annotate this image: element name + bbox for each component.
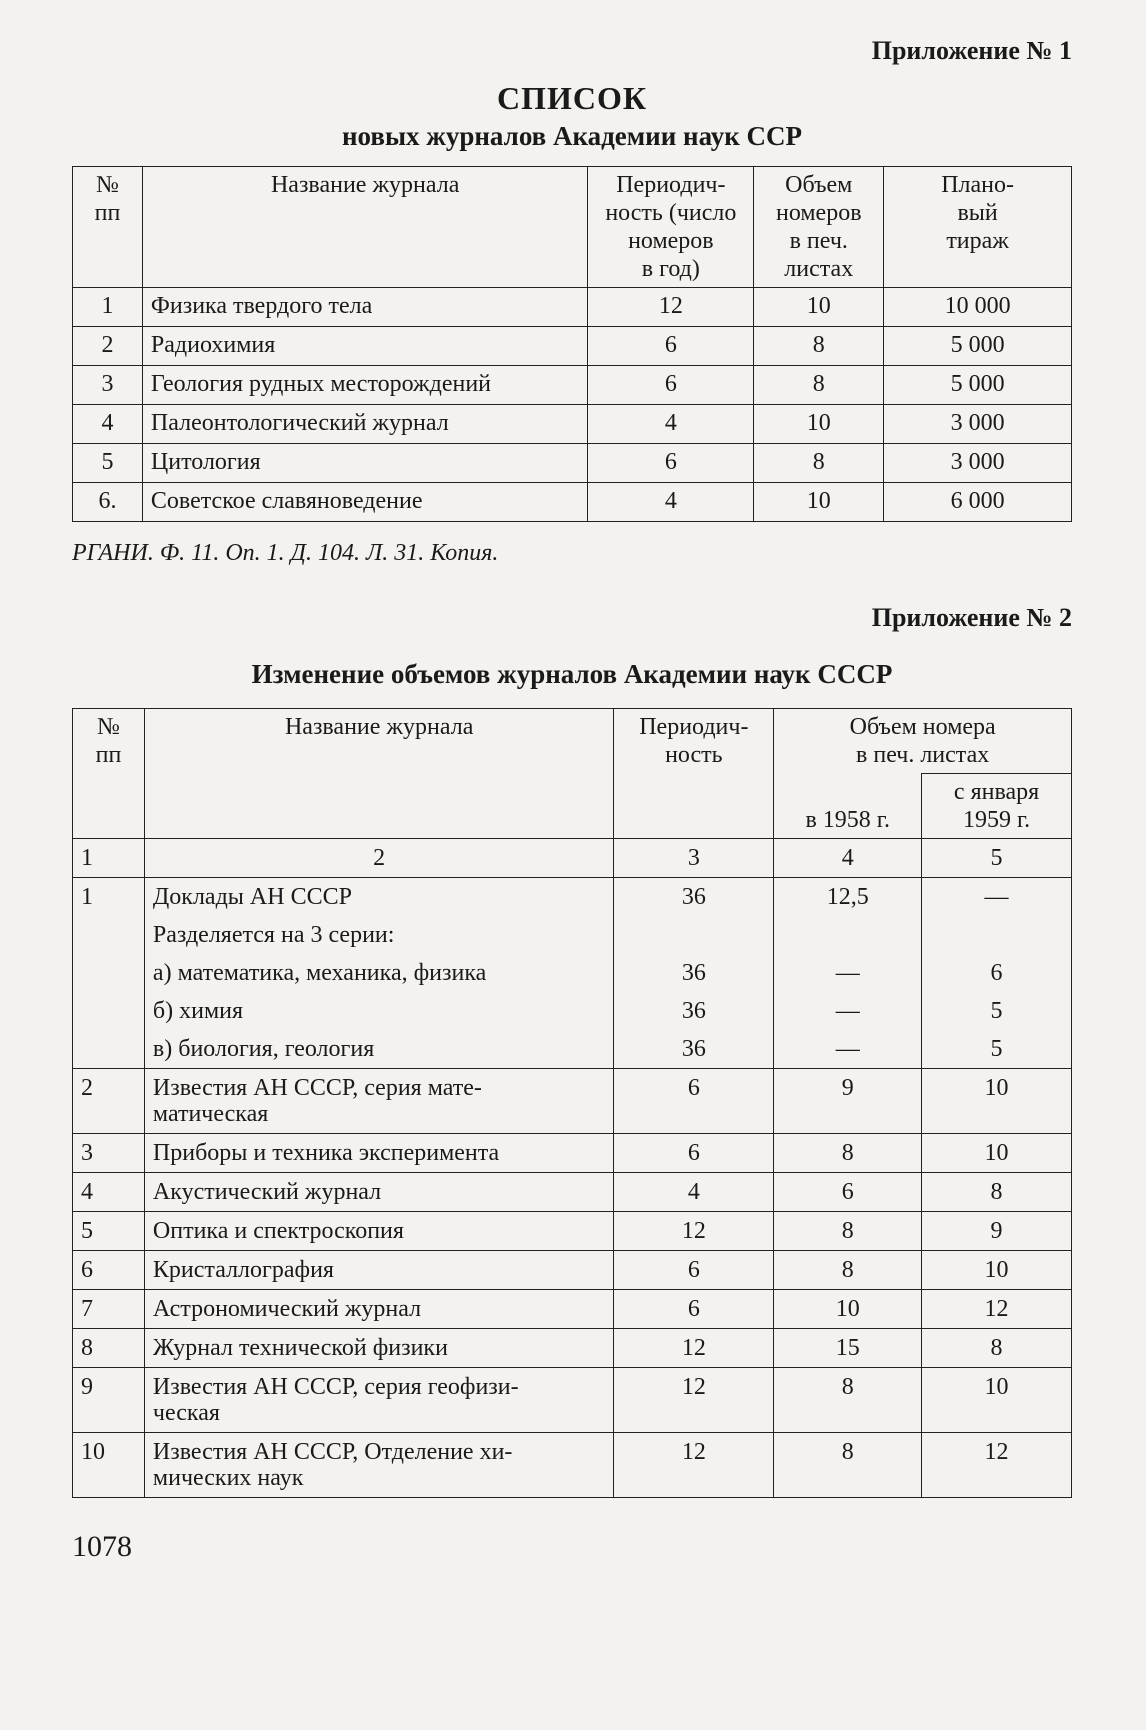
column-number: 1 <box>73 839 145 878</box>
series-vol-1959: 5 <box>922 1030 1072 1069</box>
table-row <box>73 1290 1072 1329</box>
row-name: Советское славяноведение <box>142 483 587 522</box>
row-periodicity: 4 <box>588 483 754 522</box>
row-name: Кристаллография <box>144 1251 613 1290</box>
row-circulation: 6 000 <box>884 483 1072 522</box>
row-name: Доклады АН СССР <box>144 878 613 917</box>
row-circulation: 3 000 <box>884 405 1072 444</box>
table-row <box>73 1368 1072 1433</box>
table-row <box>73 1069 1072 1134</box>
series-name: б) химия <box>144 992 613 1030</box>
row-num: 3 <box>73 1134 145 1173</box>
row-name: Цитология <box>142 444 587 483</box>
row-vol-1958: 15 <box>774 1329 922 1368</box>
row-num: 5 <box>73 444 143 483</box>
table-row <box>73 1433 1072 1498</box>
table-row <box>73 1329 1072 1368</box>
column-number: 4 <box>774 839 922 878</box>
row-volume: 10 <box>754 405 884 444</box>
row-periodicity: 12 <box>614 1329 774 1368</box>
row-num: 4 <box>73 405 143 444</box>
row-num: 6 <box>73 1251 145 1290</box>
row-note: Разделяется на 3 серии: <box>144 916 613 954</box>
row-num: 3 <box>73 366 143 405</box>
row-vol-1959: 12 <box>922 1290 1072 1329</box>
row-vol-1958: 9 <box>774 1069 922 1134</box>
row-periodicity: 12 <box>614 1433 774 1498</box>
row-volume: 10 <box>754 288 884 327</box>
column-number: 5 <box>922 839 1072 878</box>
appendix-1-subtitle: новых журналов Академии наук ССР <box>341 121 802 151</box>
series-vol-1958: — <box>774 992 922 1030</box>
row-circulation: 5 000 <box>884 327 1072 366</box>
row-name: Акустический журнал <box>144 1173 613 1212</box>
row-periodicity: 6 <box>614 1134 774 1173</box>
table-row <box>73 1134 1072 1173</box>
header-volume-1959: с января 1959 г. <box>922 774 1072 839</box>
series-vol-1958: — <box>774 954 922 992</box>
header-volume: Объем номеров в печ. листах <box>754 167 884 288</box>
row-vol-1958: 8 <box>774 1251 922 1290</box>
appendix-1-label: Приложение № 1 <box>871 36 1072 65</box>
row-num: 2 <box>73 1069 145 1134</box>
header-num: № пп <box>73 167 143 288</box>
row-vol-1958: 10 <box>774 1290 922 1329</box>
row-circulation: 10 000 <box>884 288 1072 327</box>
row-num: 7 <box>73 1290 145 1329</box>
row-vol-1958: 6 <box>774 1173 922 1212</box>
row-name: Известия АН СССР, серия мате- матическая <box>144 1069 613 1134</box>
table-row-series <box>73 992 1072 1030</box>
row-name: Физика твердого тела <box>142 288 587 327</box>
row-periodicity: 4 <box>588 405 754 444</box>
row-vol-1958: 12,5 <box>774 878 922 917</box>
row-num: 5 <box>73 1212 145 1251</box>
journals-list-table <box>72 166 1072 522</box>
row-vol-1959: 12 <box>922 1433 1072 1498</box>
row-periodicity: 12 <box>614 1212 774 1251</box>
row-vol-1959: 10 <box>922 1368 1072 1433</box>
table-row-note <box>73 916 1072 954</box>
header-volume-1958: в 1958 г. <box>774 774 922 839</box>
row-num: 8 <box>73 1329 145 1368</box>
header-name: Название журнала <box>142 167 587 288</box>
table-header-row <box>73 167 1072 288</box>
table-row <box>73 1251 1072 1290</box>
column-number: 2 <box>144 839 613 878</box>
row-periodicity: 6 <box>614 1290 774 1329</box>
row-periodicity: 6 <box>588 327 754 366</box>
table-row <box>73 1212 1072 1251</box>
volume-changes-table <box>72 708 1072 1498</box>
row-name: Палеонтологический журнал <box>142 405 587 444</box>
row-vol-1959: 9 <box>922 1212 1072 1251</box>
header-volume: Объем номера в печ. листах <box>774 709 1072 774</box>
row-num: 1 <box>73 878 145 1069</box>
row-periodicity: 12 <box>614 1368 774 1433</box>
appendix-2-label: Приложение № 2 <box>871 603 1072 632</box>
row-num: 9 <box>73 1368 145 1433</box>
header-periodicity: Периодич- ность <box>614 709 774 839</box>
row-vol-1958: 8 <box>774 1368 922 1433</box>
table-row-series <box>73 1030 1072 1069</box>
row-periodicity: 6 <box>614 1251 774 1290</box>
appendix-2 <box>72 603 1072 1498</box>
row-periodicity: 6 <box>588 444 754 483</box>
row-volume: 10 <box>754 483 884 522</box>
table-row <box>73 483 1072 522</box>
series-name: а) математика, механика, физика <box>144 954 613 992</box>
series-name: в) биология, геология <box>144 1030 613 1069</box>
row-periodicity: 36 <box>614 878 774 917</box>
series-periodicity: 36 <box>614 954 774 992</box>
row-vol-1959: 10 <box>922 1251 1072 1290</box>
column-number: 3 <box>614 839 774 878</box>
row-periodicity: 6 <box>588 366 754 405</box>
series-vol-1959: 6 <box>922 954 1072 992</box>
row-num: 2 <box>73 327 143 366</box>
header-periodicity: Периодич- ность (число номеров в год) <box>588 167 754 288</box>
row-name: Известия АН СССР, Отделение хи- мических наук <box>144 1433 613 1498</box>
header-circulation: Плано- вый тираж <box>884 167 1072 288</box>
page-number: 1078 <box>72 1530 132 1563</box>
series-periodicity: 36 <box>614 992 774 1030</box>
row-volume: 8 <box>754 327 884 366</box>
archive-source: РГАНИ. Ф. 11. Оп. 1. Д. 104. Л. 31. Копия. <box>72 540 499 566</box>
table-row <box>73 327 1072 366</box>
table-row <box>73 405 1072 444</box>
row-vol-1958: 8 <box>774 1212 922 1251</box>
column-numbers-row <box>73 839 1072 878</box>
row-vol-1959: 8 <box>922 1329 1072 1368</box>
row-periodicity: 4 <box>614 1173 774 1212</box>
row-num: 1 <box>73 288 143 327</box>
row-name: Астрономический журнал <box>144 1290 613 1329</box>
row-volume: 8 <box>754 444 884 483</box>
table-row <box>73 1173 1072 1212</box>
row-name: Известия АН СССР, серия геофизи- ческая <box>144 1368 613 1433</box>
row-vol-1959: 10 <box>922 1134 1072 1173</box>
row-volume: 8 <box>754 366 884 405</box>
row-circulation: 3 000 <box>884 444 1072 483</box>
table-row <box>73 366 1072 405</box>
series-vol-1959: 5 <box>922 992 1072 1030</box>
row-vol-1958: 8 <box>774 1134 922 1173</box>
table-header-row <box>73 709 1072 774</box>
series-periodicity: 36 <box>614 1030 774 1069</box>
series-vol-1958: — <box>774 1030 922 1069</box>
row-circulation: 5 000 <box>884 366 1072 405</box>
row-num: 6. <box>73 483 143 522</box>
table-row-series <box>73 954 1072 992</box>
row-name: Радиохимия <box>142 327 587 366</box>
row-vol-1959: 10 <box>922 1069 1072 1134</box>
row-vol-1959: 8 <box>922 1173 1072 1212</box>
table-row <box>73 444 1072 483</box>
row-name: Приборы и техника эксперимента <box>144 1134 613 1173</box>
header-num: № пп <box>73 709 145 839</box>
table-row <box>73 288 1072 327</box>
row-name: Журнал технической физики <box>144 1329 613 1368</box>
header-name: Название журнала <box>144 709 613 839</box>
row-num: 10 <box>73 1433 145 1498</box>
table-row <box>73 878 1072 917</box>
row-periodicity: 12 <box>588 288 754 327</box>
appendix-1-title: СПИСОК <box>496 80 648 116</box>
row-num: 4 <box>73 1173 145 1212</box>
row-name: Оптика и спектроскопия <box>144 1212 613 1251</box>
row-vol-1959: — <box>922 878 1072 917</box>
row-name: Геология рудных месторождений <box>142 366 587 405</box>
row-periodicity: 6 <box>614 1069 774 1134</box>
page <box>72 36 1072 1564</box>
row-vol-1958: 8 <box>774 1433 922 1498</box>
appendix-2-title: Изменение объемов журналов Академии наук СССР <box>251 659 893 689</box>
